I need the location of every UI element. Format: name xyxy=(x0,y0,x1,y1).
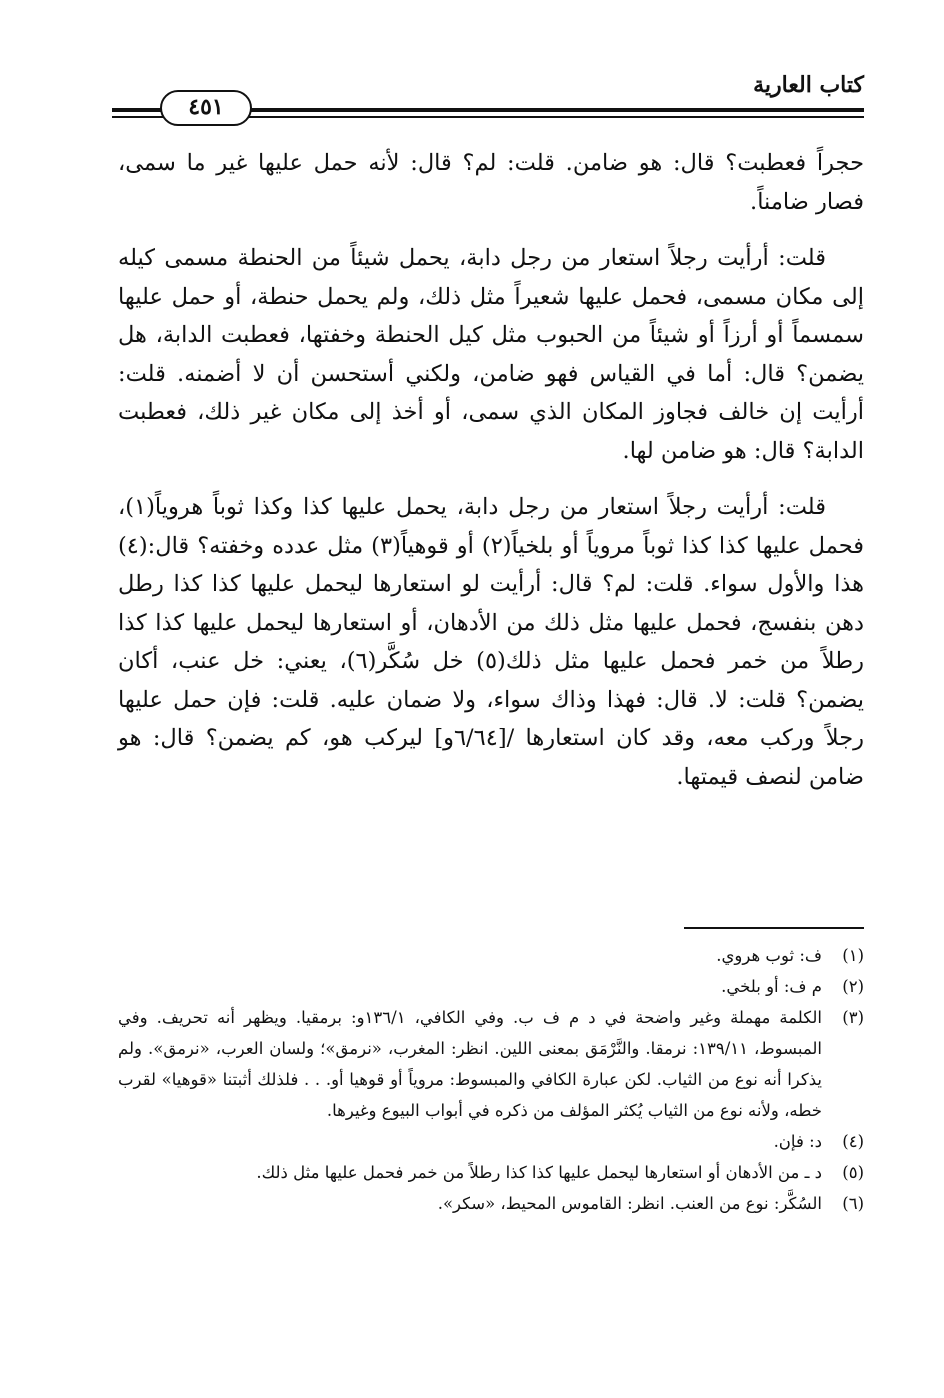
footnote-text: د: فإن. xyxy=(773,1132,822,1151)
footnote-3 xyxy=(118,1002,864,1126)
footnote-number: (٢) xyxy=(842,977,864,996)
footnote-text: د ـ من الأدهان أو استعارها ليحمل عليها كذا كذا رطلاً من خمر فحمل عليها مثل ذلك. xyxy=(256,1163,822,1182)
footnote-number: (٥) xyxy=(842,1163,864,1182)
paragraph-1: حجراً فعطبت؟ قال: هو ضامن. قلت: لم؟ قال: لأنه حمل عليها غير ما سمى، فصار ضامناً. xyxy=(118,150,864,215)
footnote-number: (٦) xyxy=(842,1194,864,1213)
paragraph-3: قلت: أرأيت رجلاً استعار من رجل دابة، يحمل عليها كذا وكذا ثوباً هروياً(١)، فحمل عليها كذا كذا ثوباً مروياً أو بلخياً(٢) أو قوهياً(٣) مثل عدده وخفته؟ قال:(٤) هذا والأول سواء. قلت: لم؟ قال: أرأيت لو استعارها ليحمل عليها كذا كذا رطل دهن بنفسج، فحمل عليها مثل ذلك من الأدهان، أو استعارها ليحمل عليها كذا كذا رطلاً من خمر فحمل عليها مثل ذلك(٥) خل سُكَّر(٦)، يعني: خل عنب، أكان يضمن؟ قلت: لا. قال: فهذا وذاك سواء، ولا ضمان عليه. قلت: فإن حمل عليها رجلاً وركب معه، وقد كان استعارها /[٦/٦٤و] ليركب هو، كم يضمن؟ قال: هو ضامن لنصف قيمتها. xyxy=(118,494,864,790)
footnote-5 xyxy=(118,1157,864,1188)
footnote-number: (١) xyxy=(842,946,864,965)
footnote-2 xyxy=(118,971,864,1002)
footnote-number: (٣) xyxy=(842,1008,864,1027)
running-title: كتاب العارية xyxy=(753,72,864,98)
footnotes xyxy=(118,940,864,1219)
footnote-text: م ف: أو بلخي. xyxy=(721,977,822,996)
footnote-text: الكلمة مهملة وغير واضحة في د م ف ب. وفي الكافي، ١٣٦/١و: برمقيا. ويظهر أنه تحريف. وفي المبسوط، ١٣٩/١١: نرمقا. والنَّرْمَق بمعنى اللين. انظر: المغرب، «نرمق»؛ ولسان العرب، «نرمق». ولم يذكرا أنه نوع من الثياب. لكن عبارة الكافي والمبسوط: مروياً أو قوهيا أو. . . فلذلك أثبتنا «قوهيا» لقرب خطه، ولأنه نوع من الثياب يُكثر المؤلف من ذكره في أبواب البيوع وغيرها. xyxy=(118,1008,822,1120)
footnote-6 xyxy=(118,1188,864,1219)
paragraph-2: قلت: أرأيت رجلاً استعار من رجل دابة، يحمل شيئاً من الحنطة مسمى كيله إلى مكان مسمى، فحمل عليها شعيراً مثل ذلك، ولم يحمل حنطة، أو حمل عليها سمسماً أو أرزاً أو شيئاً من الحبوب مثل كيل الحنطة وخفتها، فعطبت الدابة، هل يضمن؟ قال: أما في القياس فهو ضامن، ولكني أستحسن أن لا أضمنه. قلت: أرأيت إن خالف فجاوز المكان الذي سمى، أو أخذ إلى مكان غير ذلك، فعطبت الدابة؟ قال: هو ضامن لها. xyxy=(118,245,864,464)
footnote-4 xyxy=(118,1126,864,1157)
footnote-number: (٤) xyxy=(842,1132,864,1151)
page-number: ٤٥١ xyxy=(160,90,252,126)
page-header xyxy=(112,70,864,130)
footnote-1 xyxy=(118,940,864,971)
main-text xyxy=(118,144,864,814)
footnote-text: ف: ثوب هروي. xyxy=(716,946,822,965)
footnote-text: السُكَّر: نوع من العنب. انظر: القاموس المحيط، «سكر». xyxy=(437,1194,822,1213)
footnote-separator xyxy=(684,927,864,929)
